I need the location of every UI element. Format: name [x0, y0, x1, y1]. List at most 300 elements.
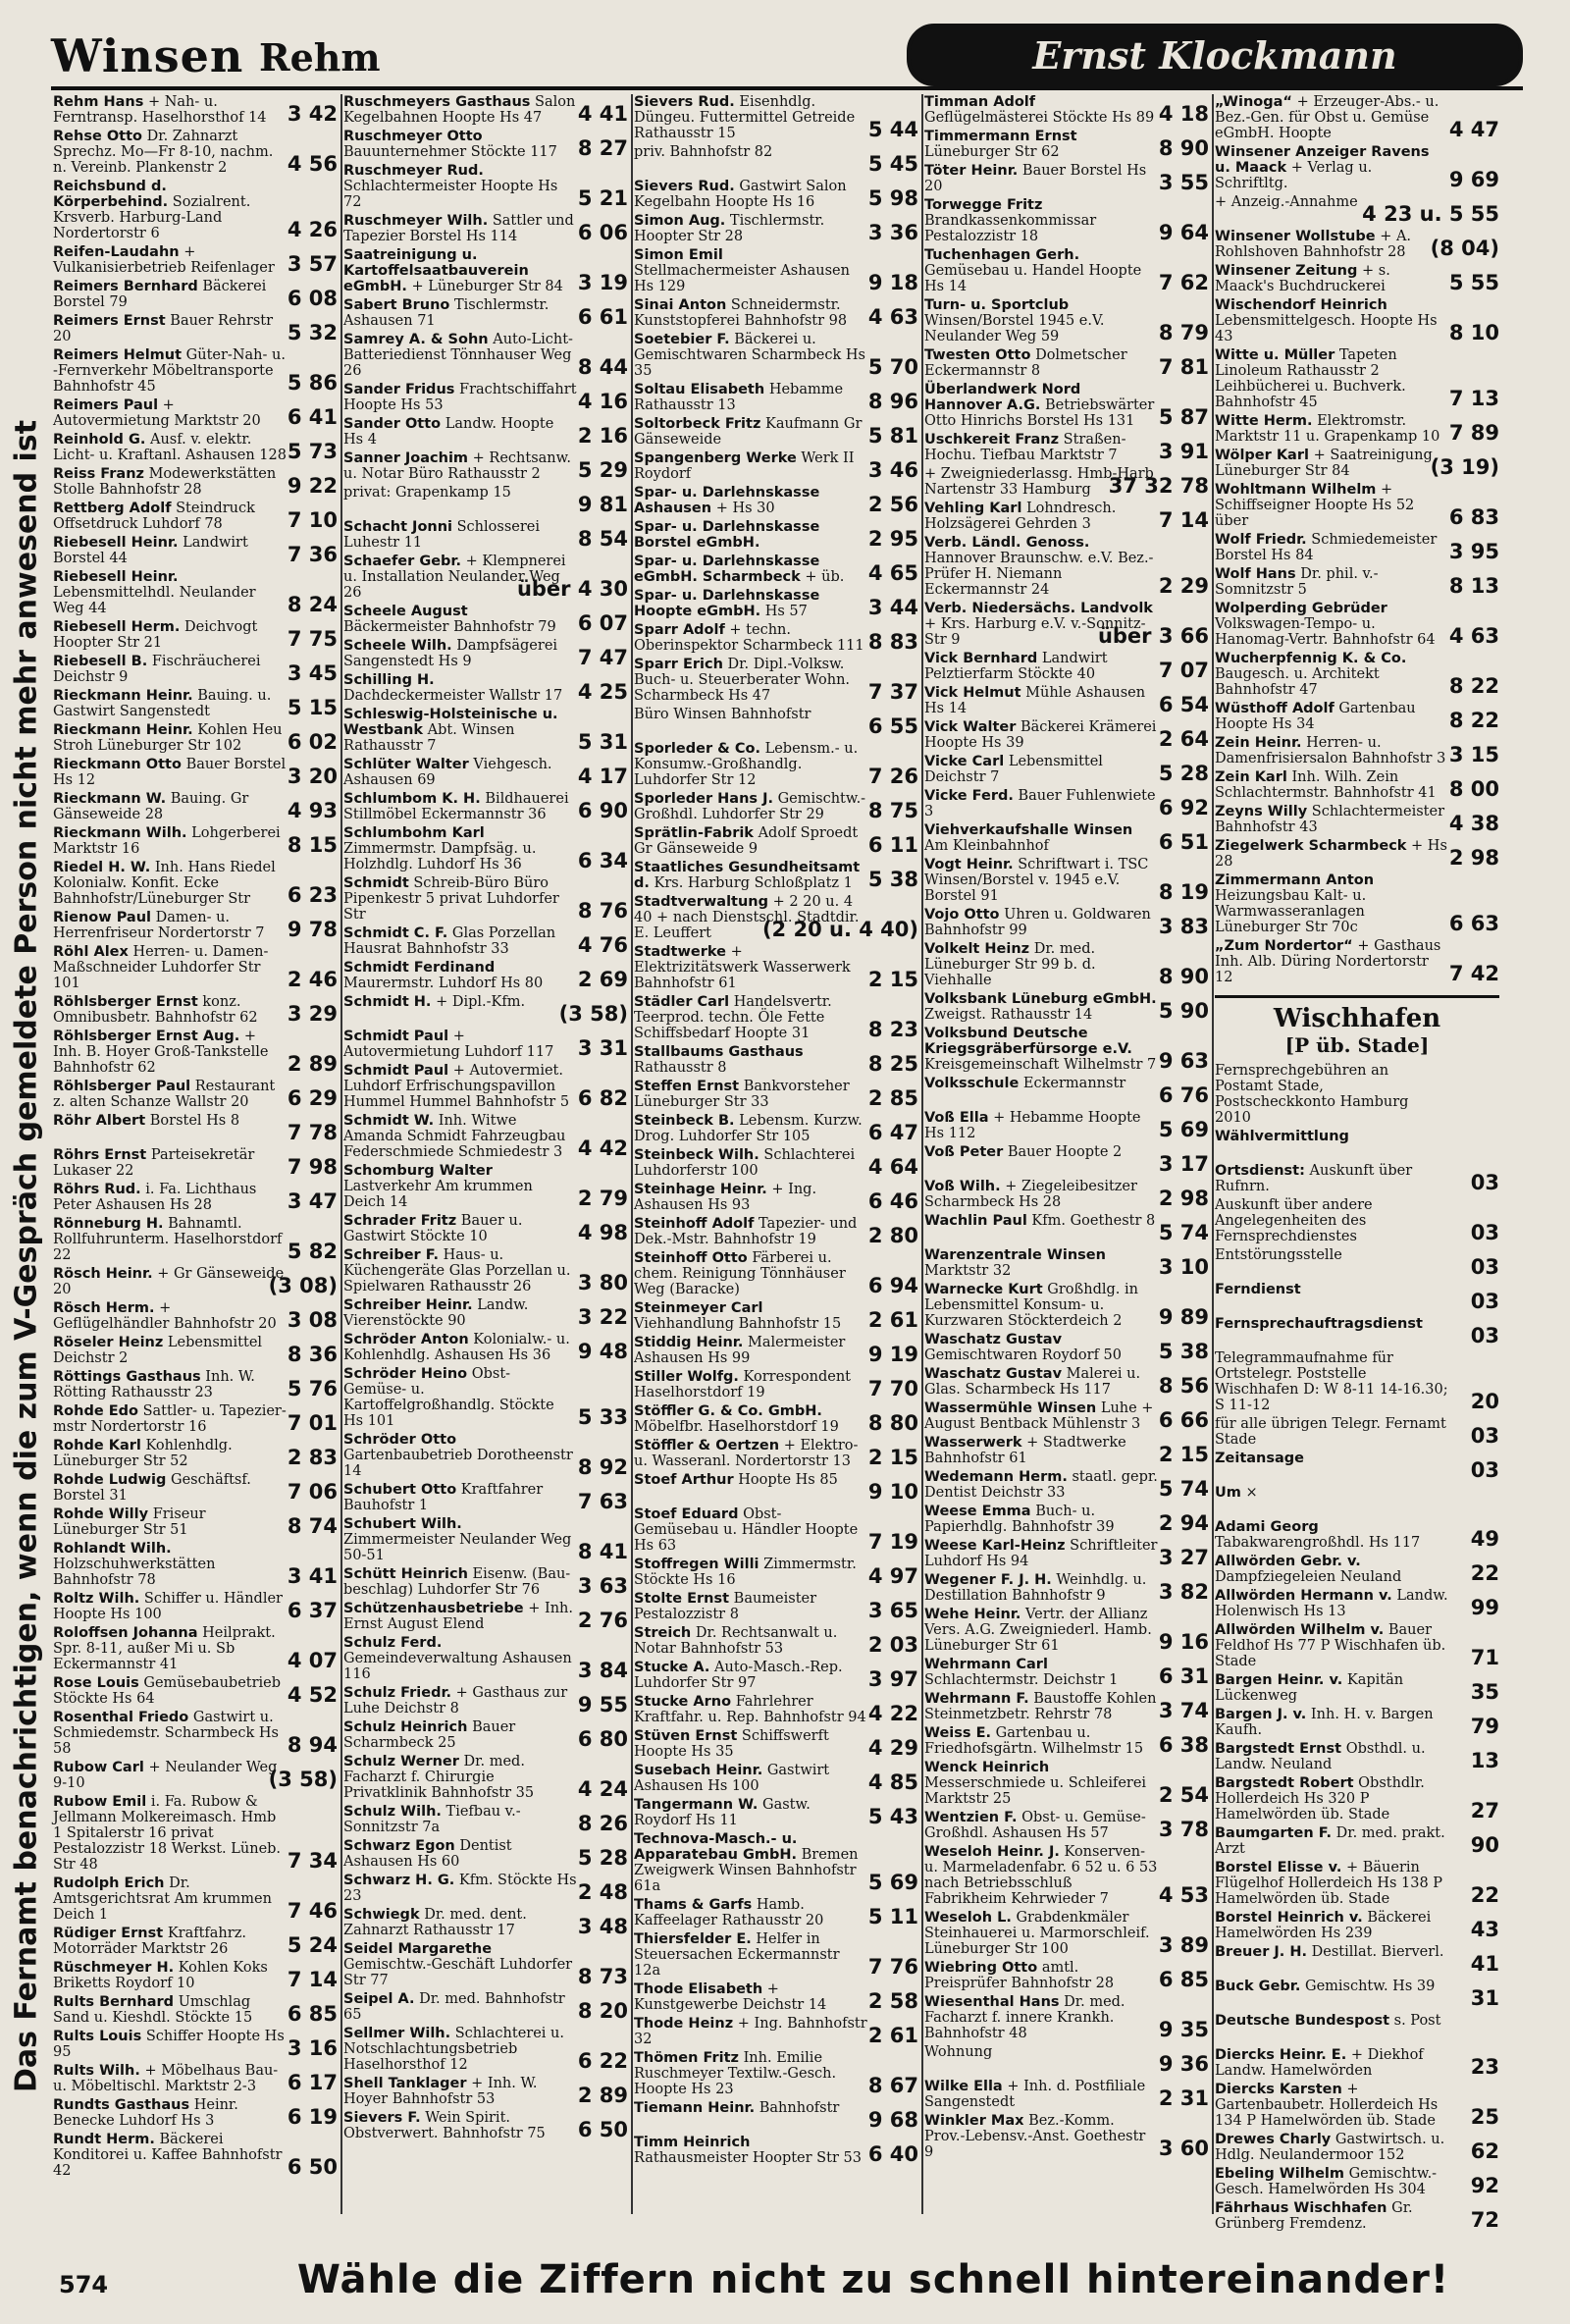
listing-details: Destillat. Bierverl.	[1311, 1944, 1444, 1960]
listing-name: Steinbeck B.	[634, 1113, 735, 1129]
listing-entry	[53, 1960, 338, 1991]
phone-number: (3 58)	[558, 1002, 628, 1026]
listing-details: Schlachtermeister Bahnhofstr 43	[1215, 804, 1445, 835]
listing-entry	[1215, 144, 1499, 191]
listing-entry	[924, 535, 1209, 598]
listing-name: Rieckmann Otto	[53, 757, 182, 772]
listing-name: Riebesell Heinr.	[53, 535, 179, 551]
listing-details: Gemischtwaren Roydorf 50	[924, 1347, 1123, 1363]
section-title: Wischhafen	[1273, 1004, 1441, 1033]
listing-entry	[53, 1926, 338, 1957]
listing-name: Reifen-Laudahn	[53, 244, 180, 260]
listing-details: Maurermstr. Luhdorf Hs 80	[343, 976, 544, 991]
listing-entry	[634, 1147, 918, 1179]
phone-number: 3 83	[1158, 915, 1209, 938]
listing-name: Allwörden Gebr. v.	[1215, 1554, 1361, 1569]
listing-entry	[924, 1994, 1209, 2041]
listing-details: Fischräucherei Deichstr 9	[53, 654, 261, 685]
phone-number: 7 63	[577, 1490, 628, 1513]
listing-details: Kohlenhdlg. Lüneburger Str 52	[53, 1438, 233, 1469]
phone-number: 2 48	[577, 1880, 628, 1904]
listing-entry	[924, 466, 1209, 498]
listing-name: Röhlsberger Ernst	[53, 994, 198, 1010]
listing-details: + Inh. B. Hoyer Groß-Tankstelle Bahnhofstr 62	[53, 1029, 269, 1076]
listing-entry	[634, 382, 918, 413]
listing-entry	[924, 1607, 1209, 1654]
listing-name: Thams & Garfs	[634, 1897, 753, 1913]
listing-entry	[343, 1332, 628, 1363]
listing-details: Gemischtw. Hs 39	[1304, 1979, 1436, 1994]
listing-details: Borstel Hs 8	[149, 1113, 240, 1129]
listing-details: Zimmermstr. Stöckte Hs 16	[634, 1557, 857, 1588]
phone-number: 3 22	[577, 1305, 628, 1329]
listing-name: Schlüter Walter	[343, 757, 469, 772]
listing-name: Schmidt C. F.	[343, 925, 448, 941]
listing-name: Rönneburg H.	[53, 1216, 164, 1232]
listing-details: Schlachtermeister Hoopte Hs 72	[343, 179, 558, 210]
listing-details: + Verlag u. Schriftltg.	[1215, 160, 1373, 191]
column-divider	[921, 94, 923, 2214]
listing-name: Riedel H. W.	[53, 860, 151, 875]
phone-number: 8 75	[867, 799, 918, 822]
listing-details: Malerei u. Glas. Scharmbeck Hs 117	[924, 1366, 1141, 1398]
listing-name: Schreiber F.	[343, 1247, 440, 1263]
phone-number: 7 75	[287, 627, 338, 651]
listing-name: Diercks Heinr. E.	[1215, 2047, 1347, 2063]
listing-name: Borstel Heinrich v.	[1215, 1910, 1363, 1926]
listing-entry	[343, 638, 628, 669]
listing-entry	[53, 757, 338, 788]
listing-name: Sievers F.	[343, 2110, 421, 2126]
listing-entry	[343, 791, 628, 822]
listing-name: Sander Otto	[343, 416, 442, 432]
phone-number: 5 44	[867, 118, 918, 141]
listing-entry	[53, 1266, 338, 1297]
listing-details: Eisenhdlg. Düngeu. Futtermittel Getreide Rathausstr 15	[634, 94, 856, 141]
phone-number: 6 92	[1158, 796, 1209, 819]
side-note	[2, 419, 51, 2093]
listing-details: Schiffswerft Hoopte Hs 35	[634, 1728, 829, 1760]
listing-details: Dolmetscher Eckermannstr 8	[924, 347, 1127, 379]
listing-name: Thiersfelder E.	[634, 1931, 752, 1947]
listing-entry	[53, 910, 338, 941]
phone-number: 5 45	[867, 152, 918, 176]
listing-name: Stöffler & Oertzen	[634, 1438, 780, 1453]
listing-name: Wilke Ella	[924, 2079, 1003, 2094]
phone-number: 8 10	[1448, 321, 1499, 344]
listing-name: Ruschmeyer Otto	[343, 129, 483, 144]
phone-number: 6 07	[577, 611, 628, 635]
phone-number: 6 31	[1158, 1664, 1209, 1688]
phone-number: 4 26	[287, 218, 338, 241]
listing-details: Marktstr 32	[924, 1263, 1012, 1279]
listing-entry	[634, 1472, 918, 1504]
listing-details: Geschäftsf. Borstel 31	[53, 1472, 251, 1504]
listing-details: Dr. Rechtsanwalt u. Notar Bahnhofstr 53	[634, 1625, 838, 1657]
listing-details: Viehgesch. Ashausen 69	[343, 757, 552, 788]
listing-entry	[634, 1300, 918, 1332]
listing-details: Handelsvertr. Teerprod. techn. Öle Fette Schiffsbedarf Hoopte 31	[634, 994, 832, 1041]
listing-entry	[924, 1538, 1209, 1569]
listing-entry	[1215, 701, 1499, 732]
phone-number: 5 38	[867, 868, 918, 891]
listing-name: Schulz Wilh.	[343, 1804, 442, 1820]
phone-number: 3 55	[1158, 171, 1209, 194]
phone-number: 4 63	[1448, 624, 1499, 648]
listing-details: Obsthdlr. Hollerdeich Hs 320 P Hamelwörden üb. Stade	[1215, 1775, 1425, 1822]
listing-details: Gastwirtsch. u. Hdlg. Neulandermoor 152	[1215, 2132, 1445, 2163]
phone-number: 2 15	[867, 1446, 918, 1469]
listing-entry	[634, 588, 918, 619]
listing-details: Obst- u. Gemüse-Großhdl. Ashausen Hs 57	[924, 1810, 1146, 1841]
listing-name: Sparr Adolf	[634, 622, 725, 638]
listing-name: Spar- u. Darlehnskasse Hoopte eGmbH.	[634, 588, 820, 619]
phone-number: 7 42	[1448, 962, 1499, 985]
listing-details: Kraftfahrz. Motorräder Marktstr 26	[53, 1926, 246, 1957]
listing-name: Uschkereit Franz	[924, 432, 1060, 448]
phone-number: 3 65	[867, 1599, 918, 1622]
phone-number: 5 29	[577, 458, 628, 482]
listing-entry	[343, 1247, 628, 1294]
listing-entry	[634, 1079, 918, 1110]
phone-number: 4 29	[867, 1736, 918, 1760]
listing-name: Spangenberg Werke	[634, 450, 797, 466]
listing-name: Weese Emma	[924, 1504, 1031, 1519]
phone-number: 6 61	[577, 305, 628, 329]
listing-name: Simon Aug.	[634, 213, 726, 229]
listing-details: Inh. Witwe Amanda Schmidt Fahrzeugbau Federschmiede Schmiedestr 3	[343, 1113, 566, 1160]
listing-entry	[1215, 2047, 1499, 2079]
listing-details: Bankvorsteher Lüneburger Str 33	[634, 1079, 850, 1110]
phone-number: 49	[1470, 1527, 1499, 1551]
phone-number: 03	[1470, 1324, 1499, 1347]
phone-number: 5 73	[287, 440, 338, 463]
phone-number: 7 07	[1158, 659, 1209, 682]
listing-name: Schulz Ferd.	[343, 1635, 443, 1651]
listing-entry	[343, 1804, 628, 1835]
listing-entry	[343, 2076, 628, 2107]
listing-name: Twesten Otto	[924, 347, 1031, 363]
listing-details: ×	[1245, 1485, 1258, 1501]
listing-name: Stoef Arthur	[634, 1472, 734, 1488]
listing-entry	[924, 719, 1209, 751]
phone-number: 5 76	[287, 1377, 338, 1400]
listing-details: i. Fa. Rubow & Jellmann Molkereimasch. Hmb 1 Spitalerstr 16 privat Pestalozzistr 18 Werkst. Lüneb. Str 48	[53, 1794, 282, 1873]
phone-number: 8 76	[577, 899, 628, 923]
phone-number: 6 22	[577, 2049, 628, 2073]
listing-name: Schmidt H.	[343, 994, 432, 1010]
phone-number: 03	[1470, 1458, 1499, 1482]
listing-name: Schacht Jonni	[343, 519, 453, 535]
phone-number: 5 90	[1158, 999, 1209, 1023]
listing-entry	[634, 2016, 918, 2047]
listing-name: Sellmer Wilh.	[343, 2026, 451, 2041]
listing-entry	[924, 1844, 1209, 1907]
listing-entry	[634, 1660, 918, 1691]
listing-entry	[53, 313, 338, 344]
listing-entry	[1215, 1247, 1499, 1279]
listing-details: Auskunft über andere Angelegenheiten des Fernsprechdienstes	[1215, 1197, 1373, 1244]
listing-name: Stiddig Heinr.	[634, 1335, 744, 1350]
listing-entry	[634, 416, 918, 448]
listing-name: Stucke Arno	[634, 1694, 732, 1710]
listing-name: Wohltmann Wilhelm	[1215, 482, 1377, 498]
listing-details: Abt. Winsen Rathausstr 7	[343, 722, 515, 754]
listing-name: Riebesell B.	[53, 654, 148, 669]
listing-details: Gartenbau Hoopte Hs 34	[1215, 701, 1416, 732]
listing-entry	[343, 1482, 628, 1513]
phone-number: 8 41	[577, 1540, 628, 1563]
listing-details: Tiefbau v.-Sonnitzstr 7a	[343, 1804, 521, 1835]
listing-name: Wedemann Herm.	[924, 1469, 1068, 1485]
listing-details: Hannover Braunschw. e.V. Bez.-Prüfer H. Niemann Eckermannstr 24	[924, 551, 1154, 598]
phone-number: 3 15	[1448, 743, 1499, 766]
listing-details: Volkswagen-Tempo- u. Hanomag-Vertr. Bahnhofstr 64	[1215, 616, 1436, 648]
listing-entry	[343, 1213, 628, 1244]
listing-entry	[343, 960, 628, 991]
listing-details: Messerschmiede u. Schleiferei Marktstr 25	[924, 1775, 1147, 1807]
listing-name: Stallbaums Gasthaus	[634, 1044, 804, 1060]
listing-name: Stadtwerke	[634, 944, 726, 960]
phone-number: 92	[1470, 2174, 1499, 2197]
listing-name: Rubow Emil	[53, 1794, 147, 1810]
phone-number: 2 16	[577, 424, 628, 448]
listing-name: Überlandwerk Nord Hannover A.G.	[924, 382, 1081, 413]
phone-number: 3 41	[287, 1564, 338, 1588]
listing-details: Bauer Borstel Hs 12	[53, 757, 287, 788]
column-4	[924, 94, 1209, 2214]
listing-name: Volkelt Heinz	[924, 941, 1030, 957]
phone-number: 6 40	[867, 2142, 918, 2166]
listing-details: Bez.-Komm. Prov.-Lebensv.-Anst. Goethestr 9	[924, 2113, 1146, 2160]
listing-entry	[634, 1403, 918, 1435]
phone-number: 6 50	[577, 2118, 628, 2141]
phone-number: 7 26	[867, 765, 918, 788]
listing-entry	[924, 1144, 1209, 1176]
listing-entry	[634, 1763, 918, 1794]
phone-number: 5 38	[1158, 1340, 1209, 1363]
phone-number: (8 04)	[1430, 237, 1499, 260]
listing-entry	[634, 2135, 918, 2166]
listing-details: Lohgerberei Marktstr 16	[53, 825, 281, 857]
phone-number: 6 94	[867, 1274, 918, 1297]
listing-name: Wolperding Gebrüder	[1215, 601, 1387, 616]
listing-details: Gemüsebau u. Handel Hoopte Hs 14	[924, 263, 1142, 294]
listing-entry	[634, 247, 918, 294]
listing-entry	[924, 1026, 1209, 1073]
listing-entry	[53, 432, 338, 463]
phone-number: 2 15	[1158, 1443, 1209, 1466]
listing-entry	[634, 213, 918, 244]
listing-details: Kreisgemeinschaft Wilhelmstr 7	[924, 1057, 1157, 1073]
page-footer	[0, 2257, 1570, 2316]
listing-details: Heilprakt. Spr. 8-11, außer Mi u. Sb Eckermannstr 41	[53, 1625, 276, 1672]
listing-entry	[53, 244, 338, 276]
listing-name: Sparr Erich	[634, 657, 723, 672]
listing-details: + Autovermiet. Luhdorf Erfrischungspavillon Hummel Hummel Bahnhofstr 5	[343, 1063, 570, 1110]
listing-details: Bäckerei u. Gemischtwaren Scharmbeck Hs 35	[634, 332, 865, 379]
listing-details: + techn. Oberinspektor Scharmbeck 111	[634, 622, 864, 654]
listing-entry	[1215, 1944, 1499, 1976]
listing-details: + Ing. Bahnhofstr 32	[634, 2016, 867, 2047]
listing-name: Steinhoff Adolf	[634, 1216, 755, 1232]
listing-details: Kfm. Goethestr 8	[1031, 1213, 1156, 1229]
phone-number: 5 15	[287, 696, 338, 719]
phone-number: 6 34	[577, 849, 628, 872]
listing-name: Turn- u. Sportclub	[924, 297, 1070, 313]
listing-name: Rohde Edo	[53, 1403, 138, 1419]
listing-name: Sanner Joachim	[343, 450, 469, 466]
listing-name: Staatliches Gesundheitsamt d.	[634, 860, 861, 891]
listing-name: Voß Wilh.	[924, 1179, 1001, 1194]
listing-details: amtl. Preisprüfer Bahnhofstr 28	[924, 1960, 1115, 1991]
phone-number: 3 84	[577, 1659, 628, 1682]
listing-entry	[924, 347, 1209, 379]
listing-entry	[343, 163, 628, 210]
listing-name: Rieckmann W.	[53, 791, 167, 807]
listing-entry	[53, 129, 338, 176]
listing-name: Schulz Werner	[343, 1754, 459, 1769]
listing-entry	[1215, 838, 1499, 870]
listing-entry	[53, 1113, 338, 1144]
listing-entry	[53, 466, 338, 498]
listing-name: Vick Helmut	[924, 685, 1021, 701]
listing-details: Mühle Ashausen Hs 14	[924, 685, 1146, 716]
listing-entry	[924, 1960, 1209, 1991]
phone-number: 03	[1470, 1290, 1499, 1313]
listing-entry	[343, 1991, 628, 2023]
listing-details: Friseur Lüneburger Str 51	[53, 1506, 206, 1538]
listing-name: Wehrmann Carl	[924, 1657, 1048, 1672]
listing-details: + Erzeuger-Abs.- u. Bez.-Gen. für Obst u. Gemüse eGmbH. Hoopte	[1215, 94, 1439, 141]
listing-details: Werk II Roydorf	[634, 450, 855, 482]
phone-number: 4 65	[867, 561, 918, 585]
listing-entry	[343, 554, 628, 601]
phone-number: 6 85	[1158, 1968, 1209, 1991]
listing-entry	[343, 1516, 628, 1563]
listing-entry	[634, 1728, 918, 1760]
listing-details: Umschlag Sand u. Kieshdl. Stöckte 15	[53, 1994, 253, 2026]
listing-details: Obst- Gemüsebau u. Händler Hoopte Hs 63	[634, 1506, 859, 1554]
listing-details: + Bäuerin Flügelhof Hollerdeich Hs 138 P Hamelwörden üb. Stade	[1215, 1860, 1443, 1907]
phone-number: 2 31	[1158, 2086, 1209, 2110]
listing-details: Geflügelmästerei Stöckte Hs 89	[924, 110, 1155, 126]
listing-entry	[924, 501, 1209, 532]
phone-number: 8 79	[1158, 321, 1209, 344]
listing-details: Luhe + August Bentback Mühlenstr 3	[924, 1400, 1154, 1432]
listing-entry	[343, 1029, 628, 1060]
listing-name: Riebesell Heinr.	[53, 569, 179, 585]
listing-entry	[634, 1981, 918, 2013]
listing-details: Kaufmann Gr Gänseweide	[634, 416, 863, 448]
listing-name: Spar- u. Darlehnskasse Borstel eGmbH.	[634, 519, 820, 551]
listing-entry	[343, 672, 628, 704]
listing-name: Schmidt Ferdinand	[343, 960, 496, 976]
listing-name: Spar- u. Darlehnskasse eGmbH. Scharmbeck	[634, 554, 820, 585]
listing-name: Wüsthoff Adolf	[1215, 701, 1334, 716]
listing-name: Sporleder Hans J.	[634, 791, 773, 807]
column-3	[634, 94, 918, 2214]
phone-number: 8 73	[577, 1965, 628, 1988]
listing-name: Stucke A.	[634, 1660, 710, 1675]
listing-details: + Elektro- u. Wasseranl. Nordertorstr 13	[634, 1438, 859, 1469]
listing-details: + Hs 30	[715, 501, 775, 516]
phone-number: 5 86	[287, 371, 338, 395]
listing-name: Rienow Paul	[53, 910, 152, 925]
header-rule	[51, 86, 1523, 90]
listing-name: Borstel Elisse v.	[1215, 1860, 1342, 1875]
listing-entry	[343, 875, 628, 923]
listing-details: Schlosserei Luhestr 11	[343, 519, 540, 551]
listing-entry	[53, 347, 338, 395]
listing-details: Krs. Harburg Schloßplatz 1	[654, 875, 853, 891]
listing-details: Schiffer Hoopte Hs 95	[53, 2029, 285, 2060]
listing-details: Landw. Hoopte Hs 4	[343, 416, 554, 448]
phone-number: 5 28	[577, 1846, 628, 1870]
listing-details: Bauer u. Gastwirt Stöckte 10	[343, 1213, 523, 1244]
column-divider	[631, 94, 633, 2214]
listing-name: Sprätlin-Fabrik	[634, 825, 754, 841]
phone-number: 2 98	[1158, 1187, 1209, 1210]
listing-details: Weinhdlg. u. Destillation Bahnhofstr 9	[924, 1572, 1147, 1604]
phone-number: 3 60	[1158, 2137, 1209, 2160]
listing-entry	[53, 1794, 338, 1873]
listing-details: + Dipl.-Kfm.	[436, 994, 526, 1010]
listing-name: Wölper Karl	[1215, 448, 1309, 463]
phone-number: 5 55	[1448, 271, 1499, 294]
listing-name: Sievers Rud.	[634, 179, 735, 194]
phone-number: 35	[1470, 1680, 1499, 1704]
listing-details: + Inh. W. Hoyer Bahnhofstr 53	[343, 2076, 538, 2107]
listing-name: Tuchenhagen Gerh.	[924, 247, 1080, 263]
listing-name: Ziegelwerk Scharmbeck	[1215, 838, 1407, 854]
phone-number: 4 93	[287, 799, 338, 822]
listing-entry	[343, 825, 628, 872]
listing-entry	[1215, 1350, 1499, 1413]
listing-entry	[1215, 1672, 1499, 1704]
listing-details: Zimmermeister Neulander Weg 50-51	[343, 1532, 572, 1563]
phone-number: 4 52	[287, 1683, 338, 1707]
phone-number: (2 20 u. 4 40)	[761, 918, 918, 941]
phone-number: 6 82	[577, 1086, 628, 1110]
listing-details: Brandkassenkommissar Pestalozzistr 18	[924, 213, 1097, 244]
listing-entry	[343, 2110, 628, 2141]
listing-details: Bauing. u. Gastwirt Sangenstedt	[53, 688, 272, 719]
phone-number: 7 62	[1158, 271, 1209, 294]
listing-entry	[634, 554, 918, 585]
listing-details: Hs 57	[764, 604, 808, 619]
listing-entry	[1215, 1910, 1499, 1941]
listing-details: Eckermannstr	[1022, 1076, 1126, 1091]
listing-details: + Geflügelhändler Bahnhofstr 20	[53, 1300, 277, 1332]
phone-number: 4 64	[867, 1155, 918, 1179]
listing-details: Fahrlehrer Kraftfahr. u. Rep. Bahnhofstr 94	[634, 1694, 866, 1725]
phone-number: 8 92	[577, 1455, 628, 1479]
listing-details: Lebensm. Kurzw. Drog. Luhdorfer Str 105	[634, 1113, 863, 1144]
listing-entry	[1215, 413, 1499, 445]
listing-name: Röhrs Rud.	[53, 1182, 141, 1197]
listing-name: Ruschmeyers Gasthaus	[343, 94, 531, 110]
listing-entry	[634, 2050, 918, 2097]
listing-entry	[343, 485, 628, 516]
listing-details: konz. Omnibusbetr. Bahnhofstr 62	[53, 994, 258, 1026]
phone-number: über 3 66	[1097, 624, 1209, 648]
listing-details: + Anzeig.-Annahme	[1215, 194, 1358, 210]
listing-entry	[924, 1179, 1209, 1210]
listing-name: Schrader Fritz	[343, 1213, 457, 1229]
listing-entry	[343, 332, 628, 379]
listing-details: Büro Winsen Bahnhofstr	[634, 707, 811, 722]
